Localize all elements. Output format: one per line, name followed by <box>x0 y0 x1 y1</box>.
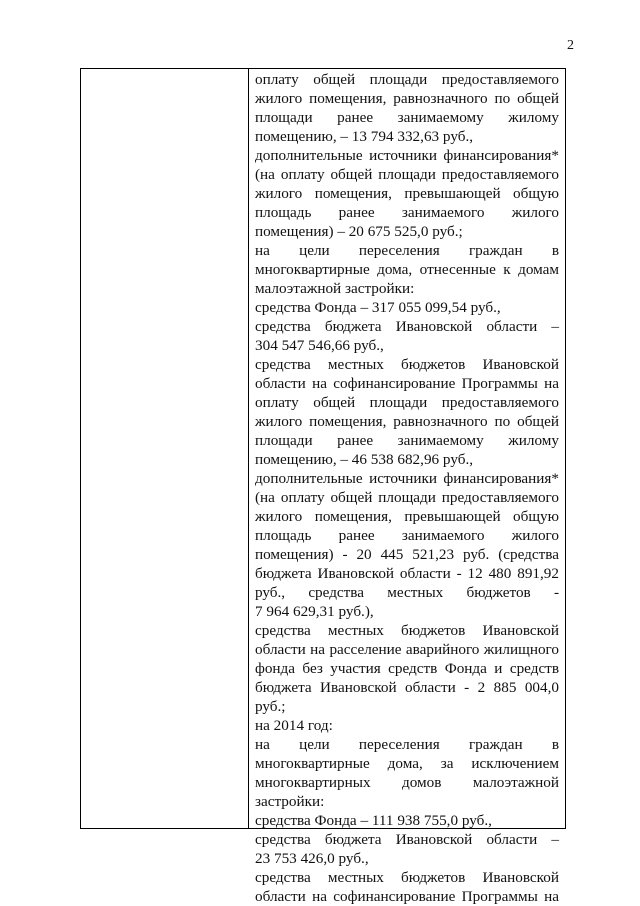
text-line: площадь ранее занимаемого жилого <box>255 527 559 544</box>
text-line: дополнительные источники финансирования* <box>255 147 559 164</box>
text-line: площадь ранее занимаемого жилого <box>255 204 559 221</box>
text-line: застройки: <box>255 793 325 810</box>
text-line: 23 753 426,0 руб., <box>255 850 369 867</box>
text-line: жилого помещения, превышающей общую <box>255 185 559 202</box>
document-table <box>80 68 566 905</box>
text-line: оплату общей площади предоставляемого <box>255 71 559 88</box>
text-line: средства бюджета Ивановской области – <box>255 831 559 848</box>
text-line: многоквартирных домов малоэтажной <box>255 774 559 791</box>
text-line: средства бюджета Ивановской области – <box>255 318 559 335</box>
text-line: жилого помещения, равнозначного по общей <box>255 413 559 430</box>
text-line: жилого помещения, превышающей общую <box>255 508 559 525</box>
text-line: помещения) - 20 445 521,23 руб. (средства <box>255 546 559 563</box>
text-line: помещению, – 46 538 682,96 руб., <box>255 451 474 468</box>
text-line: многоквартирные дома, за исключением <box>255 755 559 772</box>
text-line: средства местных бюджетов Ивановской <box>255 622 559 639</box>
text-line: площади ранее занимаемому жилому <box>255 109 559 126</box>
text-line: фонда без участия средств Фонда и средств <box>255 660 559 677</box>
text-line: 304 547 546,66 руб., <box>255 337 384 354</box>
text-line: области на расселение аварийного жилищного <box>255 641 559 658</box>
text-line: дополнительные источники финансирования* <box>255 470 559 487</box>
text-line: на 2014 год: <box>255 717 333 734</box>
text-line: многоквартирные дома, отнесенные к домам <box>255 261 559 278</box>
text-line: области на софинансирование Программы на <box>255 375 559 392</box>
table-left-cell <box>81 69 249 828</box>
page-number: 2 <box>567 38 574 53</box>
text-line: бюджета Ивановской области - 2 885 004,0 <box>255 679 559 696</box>
text-line: средства Фонда – 317 055 099,54 руб., <box>255 299 501 316</box>
text-line: помещения) – 20 675 525,0 руб.; <box>255 223 463 240</box>
table-right-cell <box>249 69 565 905</box>
text-line: на цели переселения граждан в <box>255 242 559 259</box>
text-line: площади ранее занимаемому жилому <box>255 432 559 449</box>
text-line: руб.; <box>255 698 286 715</box>
text-line: жилого помещения, равнозначного по общей <box>255 90 559 107</box>
text-line: (на оплату общей площади предоставляемого <box>255 166 559 183</box>
text-line: на цели переселения граждан в <box>255 736 559 753</box>
text-line: средства Фонда – 111 938 755,0 руб., <box>255 812 492 829</box>
text-line: (на оплату общей площади предоставляемого <box>255 489 559 506</box>
text-line: оплату общей площади предоставляемого <box>255 394 559 411</box>
text-line: малоэтажной застройки: <box>255 280 415 297</box>
text-line: средства местных бюджетов Ивановской <box>255 869 559 886</box>
text-line: средства местных бюджетов Ивановской <box>255 356 559 373</box>
text-line: помещению, – 13 794 332,63 руб., <box>255 128 474 145</box>
text-line: области на софинансирование Программы на <box>255 888 559 905</box>
text-line: 7 964 629,31 руб.), <box>255 603 374 620</box>
text-line: бюджета Ивановской области - 12 480 891,92 <box>255 565 559 582</box>
text-line: руб., средства местных бюджетов - <box>255 584 559 601</box>
